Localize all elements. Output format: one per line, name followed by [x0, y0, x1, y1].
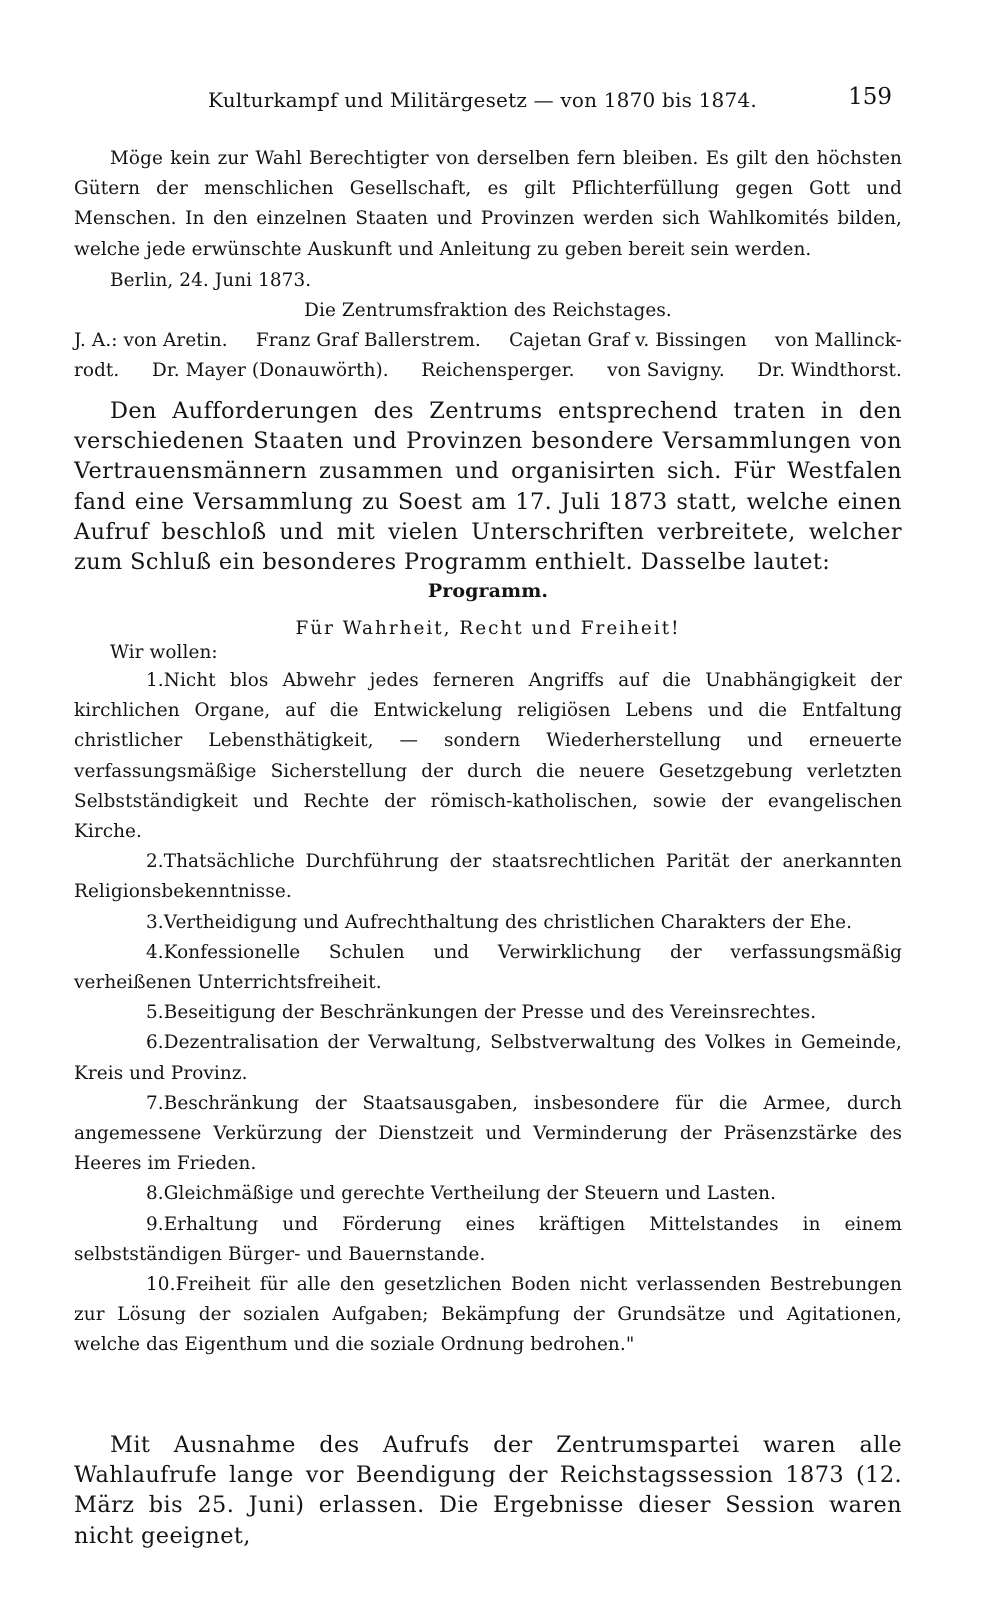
- appeal-organization: Die Zentrumsfraktion des Reichstages.: [304, 300, 672, 321]
- signatory: von Savigny.: [607, 360, 725, 381]
- page-number: 159: [848, 84, 892, 110]
- program-lead: Wir wollen:: [110, 642, 218, 663]
- program-heading: Programm.: [427, 580, 549, 602]
- page-header: [112, 84, 892, 122]
- signatory: Franz Graf Ballerstrem.: [255, 330, 481, 351]
- program-item-10: 10.Freiheit für alle den gesetzlichen Boden nicht verlassenden Bestrebungen zur Lösung der sozialen Aufgaben; Bekämpfung der Grundsätze und Agitationen, welche das Eigenthum und die soziale Ordnung bedrohen.": [74, 1274, 902, 1356]
- appeal-paragraph: Möge kein zur Wahl Berechtigter von derselben fern bleiben. Es gilt den höchsten Gütern der menschlichen Gesellschaft, es gilt Pflichterfüllung gegen Gott und Menschen. In den einzelnen Staaten und Provinzen werden sich Wahlkomités bilden, welche jede erwünschte Auskunft und Anleitung zu geben bereit sein werden.: [74, 148, 902, 260]
- signatory: Dr. Windthorst.: [757, 360, 902, 381]
- signatories-line-1: [74, 326, 902, 356]
- signatory: von Mallinck-: [774, 330, 902, 351]
- program-item-7: 7.Beschränkung der Staatsausgaben, insbesondere für die Armee, durch angemessene Verkürzung der Dienstzeit und Verminderung der Präsenzstärke des Heeres im Frieden.: [74, 1092, 902, 1175]
- signatory: rodt.: [74, 360, 120, 381]
- intro-paragraph: Den Aufforderungen des Zentrums entsprechend traten in den verschiedenen Staaten und Provinzen besondere Versammlungen von Vertrauensmännern zusammen und organisirten sich. Für Westfalen fand eine Versammlung zu Soest am 17. Juli 1873 statt, welche einen Aufruf beschloß und mit vielen Unterschriften verbreitete, welcher zum Schluß ein besonderes Programm enthielt. Dasselbe lautet:: [74, 398, 902, 576]
- appeal-date-line: Berlin, 24. Juni 1873.: [110, 270, 312, 291]
- program-item-5: 5.Beseitigung der Beschränkungen der Presse und des Vereinsrechtes.: [146, 1002, 817, 1024]
- program-item-1: 1.Nicht blos Abwehr jedes ferneren Angriffs auf die Unabhängigkeit der kirchlichen Organe, auf die Entwickelung religiösen Lebens und die Entfaltung christlicher Lebensthätigkeit, — sondern Wiederherstellung und erneuerte verfassungsmäßige Sicherstellung der durch die neuere Gesetzgebung verletzten Selbstständigkeit und Rechte der römisch-katholischen, sowie der evangelischen Kirche.: [74, 670, 902, 843]
- program-item-3: 3.Vertheidigung und Aufrechthaltung des christlichen Charakters der Ehe.: [146, 911, 853, 933]
- program-list: [74, 666, 902, 1361]
- signatory: Dr. Mayer (Donauwörth).: [152, 360, 389, 381]
- signatories-line-2: [74, 356, 902, 386]
- signatory: Reichensperger.: [421, 360, 575, 381]
- running-title: Kulturkampf und Militärgesetz — von 1870 bis 1874.: [208, 88, 757, 112]
- program-item-8: 8.Gleichmäßige und gerechte Vertheilung der Steuern und Lasten.: [146, 1183, 777, 1205]
- closing-paragraph: Mit Ausnahme des Aufrufs der Zentrumspartei waren alle Wahlaufrufe lange vor Beendigung der Reichstagssession 1873 (12. März bis 25. Juni) erlassen. Die Ergebnisse dieser Session waren nicht geeignet,: [74, 1432, 902, 1549]
- signatory: Cajetan Graf v. Bissingen: [509, 330, 747, 351]
- program-motto: Für Wahrheit, Recht und Freiheit!: [295, 618, 681, 639]
- program-item-4: 4.Konfessionelle Schulen und Verwirklichung der verfassungsmäßig verheißenen Unterrichtsfreiheit.: [74, 941, 902, 994]
- signatory: J. A.: von Aretin.: [74, 330, 228, 351]
- program-item-9: 9.Erhaltung und Förderung eines kräftigen Mittelstandes in einem selbstständigen Bürger- und Bauernstande.: [74, 1213, 902, 1265]
- program-item-6: 6.Dezentralisation der Verwaltung, Selbstverwaltung des Volkes in Gemeinde, Kreis und Provinz.: [74, 1032, 902, 1084]
- program-item-2: 2.Thatsächliche Durchführung der staatsrechtlichen Parität der anerkannten Religionsbekenntnisse.: [74, 851, 902, 903]
